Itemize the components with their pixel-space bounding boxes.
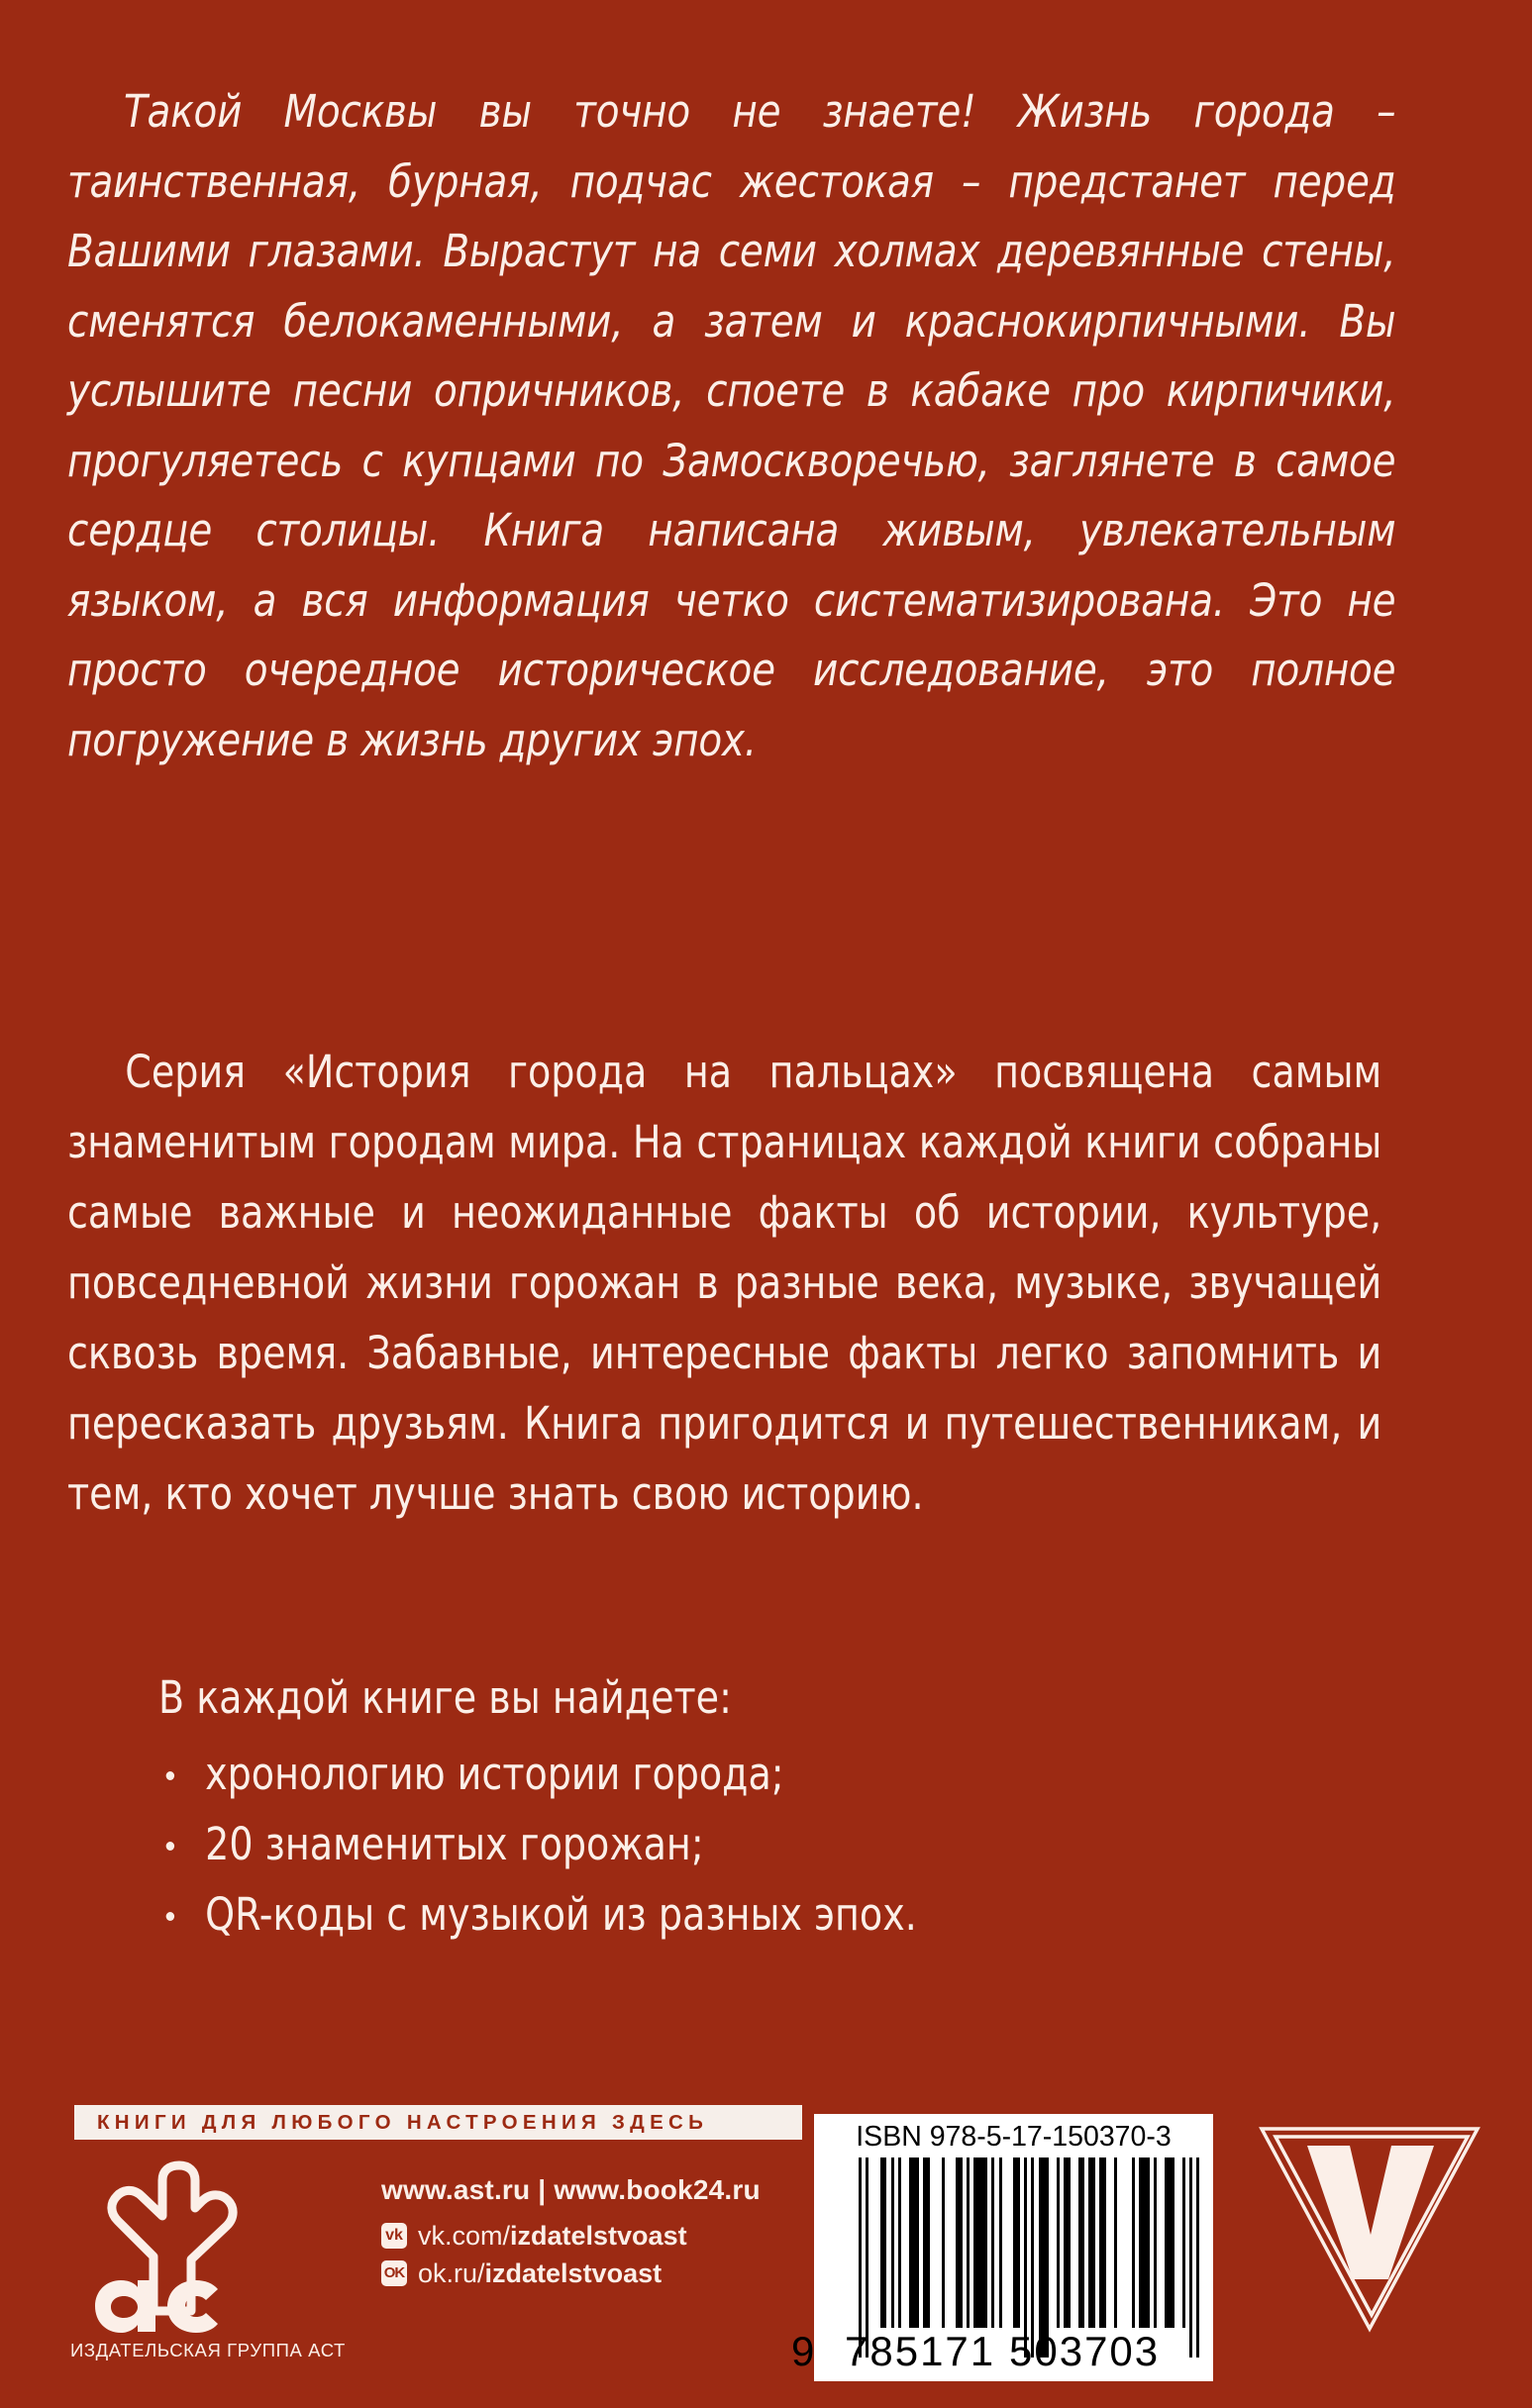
ast-logo-caption: ИЗДАТЕЛЬСКАЯ ГРУППА АСТ — [70, 2340, 346, 2360]
publisher-contacts — [381, 2174, 761, 2292]
list-item-label: 20 знаменитых горожан; — [205, 1818, 704, 1870]
bullet-dot-icon — [166, 1771, 174, 1780]
slogan-text: КНИГИ ДЛЯ ЛЮБОГО НАСТРОЕНИЯ ЗДЕСЬ — [97, 2110, 709, 2134]
barcode-digit-group: 503703 — [1009, 2328, 1161, 2374]
bullet-dot-icon — [166, 1842, 174, 1851]
vk-icon: vk — [381, 2223, 407, 2249]
vk-link[interactable] — [381, 2217, 761, 2255]
series-paragraph — [67, 1037, 1381, 1529]
series-text: Серия «История города на пальцах» посвящена самым знаменитым городам мира. На страницах каждой книги собраны самые важные и неожиданные факты об истории, культуре, повседневной жизни горожан в разные века, музыке, звучащей сквозь время. Забавные, интересные факты легко запомнить и пересказать друзьям. Книга пригодится и путешественникам, и тем, кто хочет лучше знать свою историю. — [67, 1046, 1382, 1520]
barcode-digits — [791, 2328, 1204, 2374]
odnoklassniki-icon: OK — [381, 2260, 407, 2286]
ok-handle: izdatelstvoast — [484, 2258, 663, 2288]
list-item-label: хронологию истории города; — [205, 1748, 784, 1800]
ast-logo-icon — [77, 2154, 290, 2342]
bullet-dot-icon — [166, 1912, 174, 1921]
list-intro: В каждой книге вы найдете: — [158, 1671, 732, 1724]
barcode-block — [791, 2114, 1213, 2381]
vk-handle: izdatelstvoast — [510, 2220, 687, 2251]
ok-prefix: ok.ru/ — [418, 2258, 485, 2288]
blurb-text: Такой Москвы вы точно не знаете! Жизнь города – таинственная, бурная, подчас жестокая – предстанет перед Вашими глазами. Вырастут на семи холмах деревянные стены, сменятся белокаменными, а затем и краснокирпичными. Вы услышите песни опричников, споете в кабаке про кирпичики, прогуляетесь с купцами по Замоскворечью, заглянете в самое сердце столицы. Книга написана живым, увлекательным языком, а вся информация четко систематизирована. Это не просто очередное историческое исследование, это полное погружение в жизнь других эпох. — [67, 85, 1396, 766]
vk-prefix: vk.com/ — [418, 2220, 511, 2251]
features-list — [160, 1739, 917, 1950]
ast-publisher-logo — [70, 2154, 346, 2381]
list-item — [160, 1809, 917, 1879]
barcode-digit-group: 9 — [791, 2328, 817, 2374]
list-item — [160, 1879, 917, 1950]
list-item — [160, 1739, 917, 1809]
websites-line[interactable]: www.ast.ru | www.book24.ru — [381, 2174, 761, 2205]
barcode-bars — [859, 2157, 1182, 2328]
list-item-label: QR-коды с музыкой из разных эпох. — [205, 1888, 917, 1941]
barcode-digit-group: 785171 — [845, 2328, 996, 2374]
slogan-banner — [74, 2105, 802, 2140]
blurb-paragraph — [67, 77, 1395, 775]
ok-link[interactable] — [381, 2255, 761, 2292]
isbn-text: ISBN 978-5-17-150370-3 — [856, 2121, 1172, 2153]
bottom-edge — [0, 2382, 1532, 2408]
imprint-v-logo-icon — [1256, 2115, 1483, 2343]
